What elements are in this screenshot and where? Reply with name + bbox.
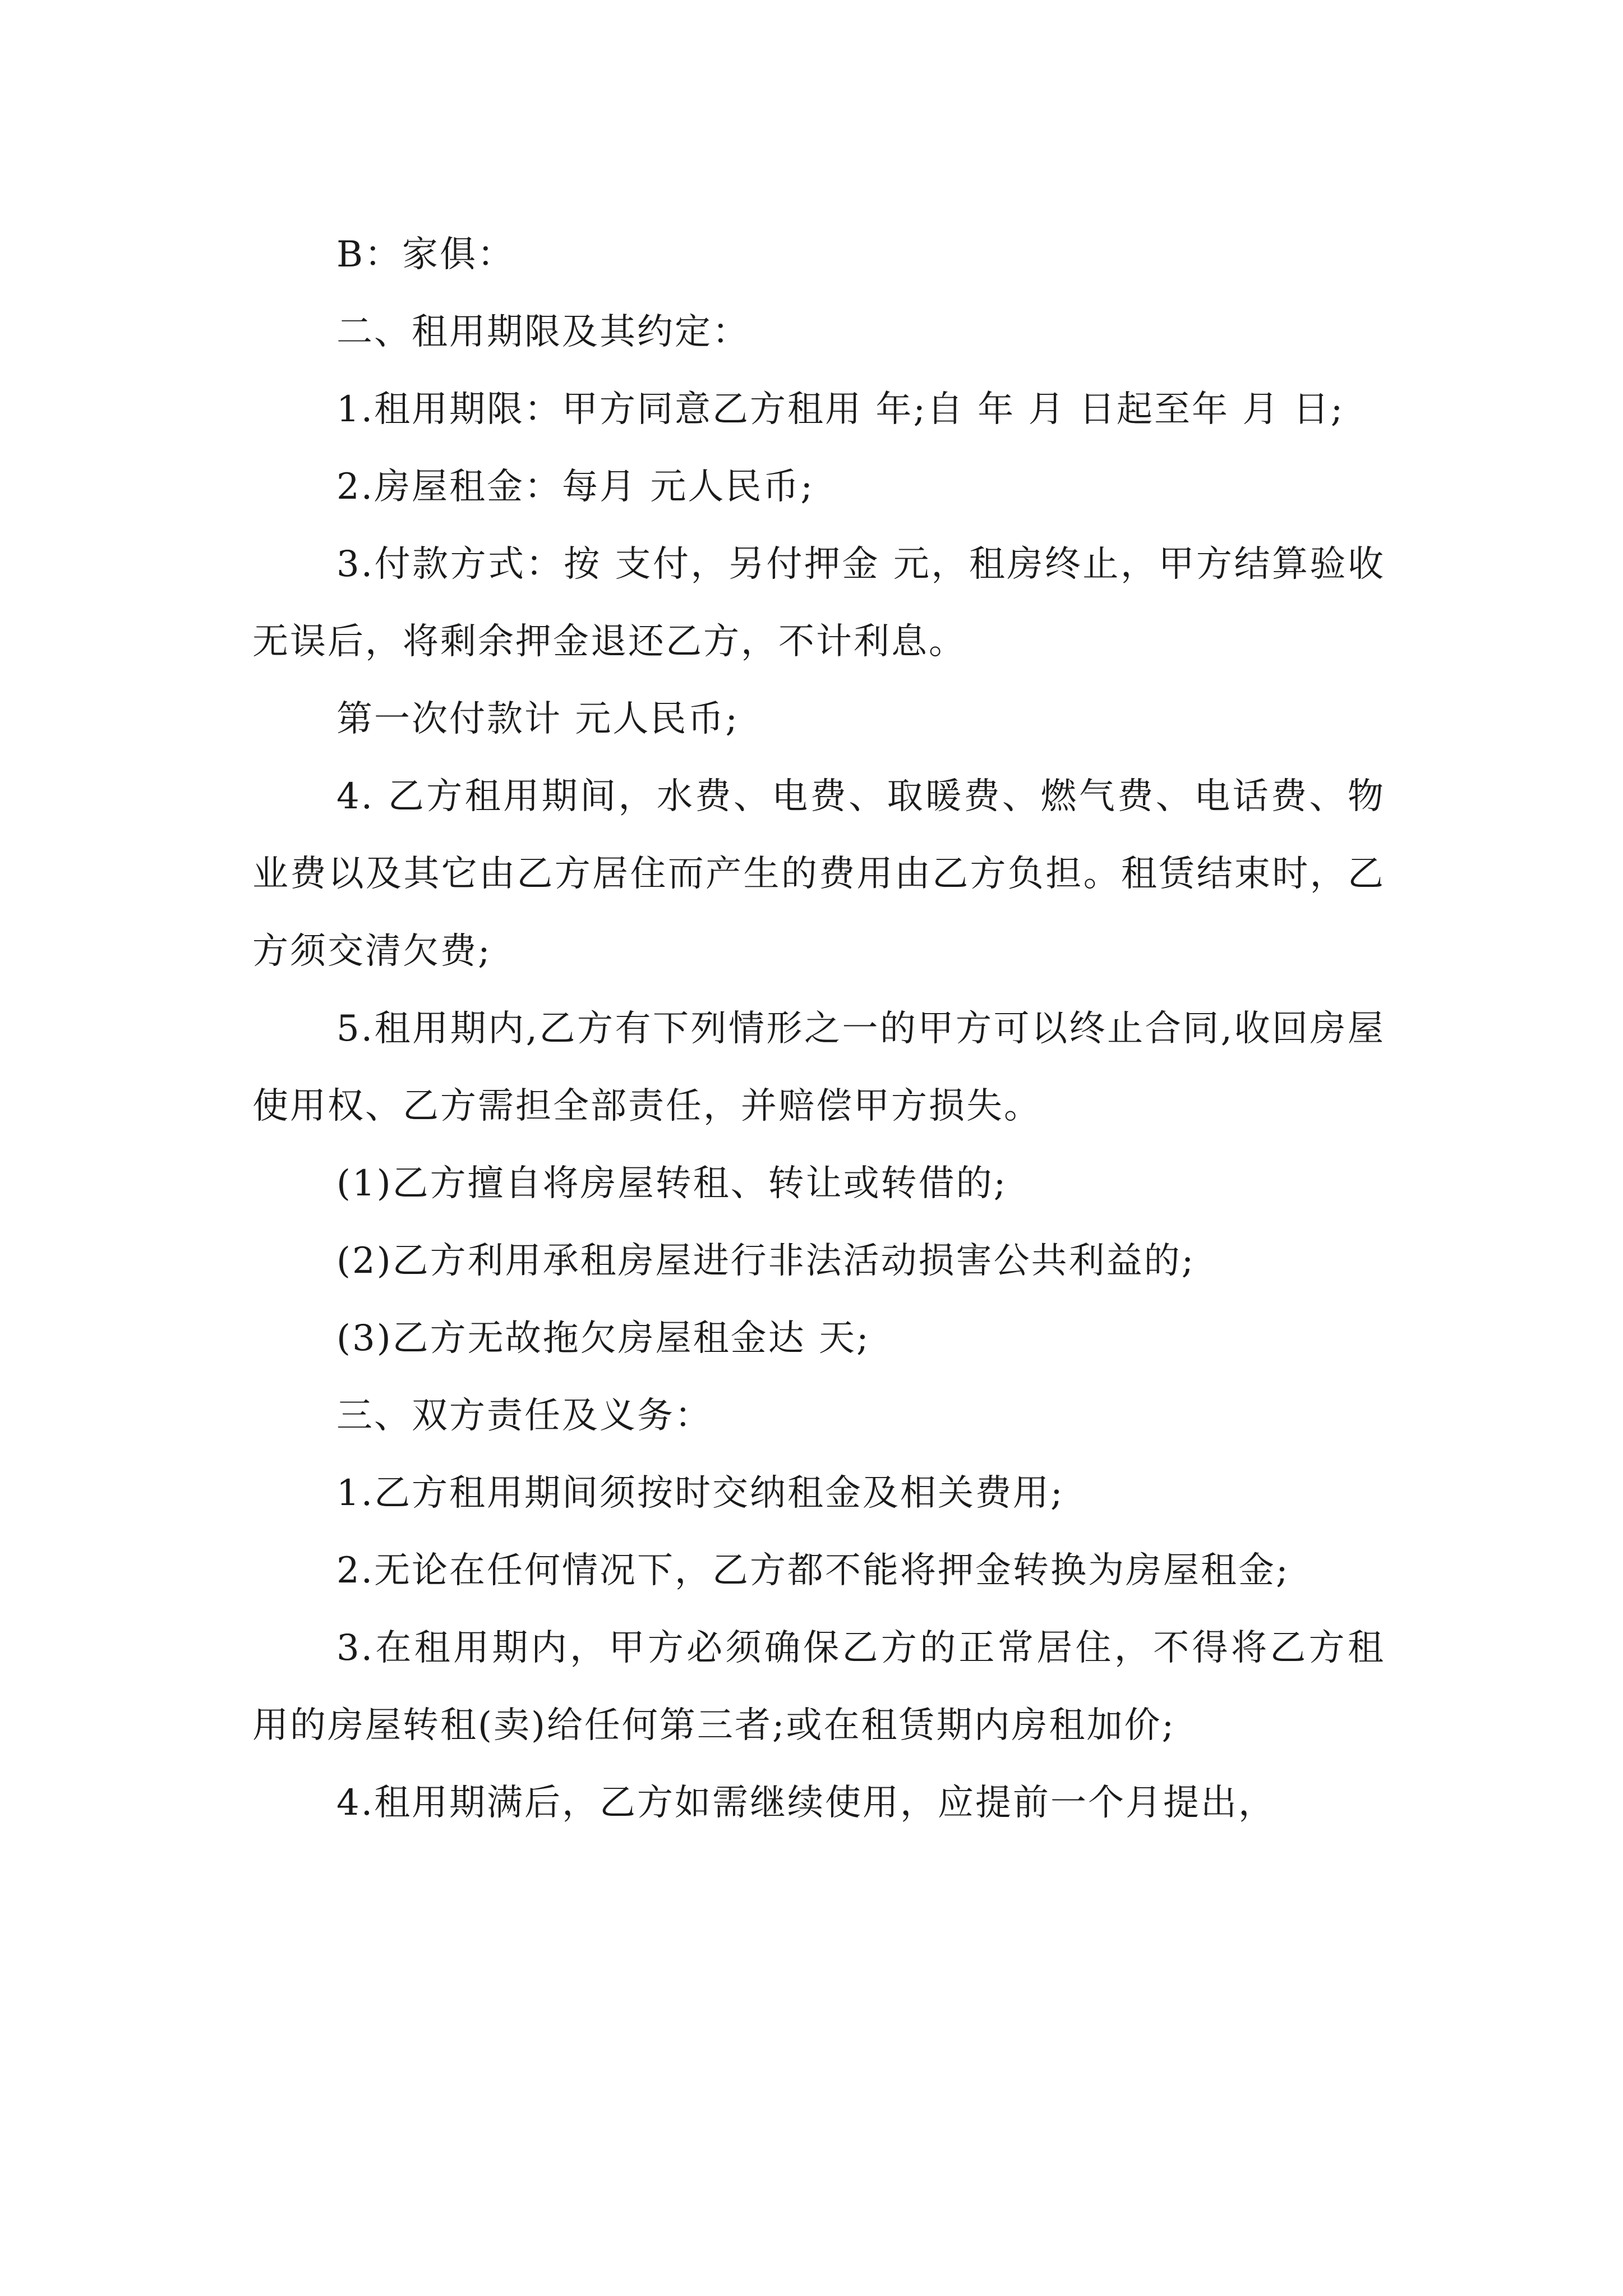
paragraph-lease-period: 1.租用期限：甲方同意乙方租用 年;自 年 月 日起至年 月 日; (336, 389, 1345, 430)
paragraph-payment-method: 3.付款方式：按 支付，另付押金 元，租房终止，甲方结算验收无误后，将剩余押金退还乙方，不计利息。 (252, 544, 1385, 662)
document-body (252, 216, 1385, 1842)
paragraph-deposit: 2.无论在任何情况下，乙方都不能将押金转换为房屋租金; (336, 1550, 1290, 1591)
paragraph-renewal: 4.租用期满后，乙方如需继续使用，应提前一个月提出， (336, 1782, 1276, 1824)
list-item-sublet: (1)乙方擅自将房屋转租、转让或转借的; (336, 1163, 1008, 1204)
list-item-illegal-use: (2)乙方利用承租房屋进行非法活动损害公共利益的; (336, 1240, 1196, 1282)
paragraph-rent: 2.房屋租金：每月 元人民币; (336, 466, 814, 508)
section-heading-responsibilities: 三、双方责任及义务： (336, 1395, 712, 1437)
paragraph-termination: 5.租用期内,乙方有下列情形之一的甲方可以终止合同,收回房屋使用权、乙方需担全部责任，并赔偿甲方损失。 (252, 1008, 1385, 1127)
paragraph-first-payment: 第一次付款计 元人民币; (336, 698, 739, 740)
list-item-arrears: (3)乙方无故拖欠房屋租金达 天; (336, 1318, 870, 1359)
paragraph-landlord-duty: 3.在租用期内，甲方必须确保乙方的正常居住，不得将乙方租用的房屋转租(卖)给任何第三者;或在租赁期内房租加价; (252, 1627, 1385, 1746)
paragraph-pay-on-time: 1.乙方租用期间须按时交纳租金及相关费用; (336, 1473, 1064, 1514)
section-heading-lease-term: 二、租用期限及其约定： (336, 311, 750, 353)
paragraph-utilities: 4. 乙方租用期间，水费、电费、取暖费、燃气费、电话费、物业费以及其它由乙方居住而产生的费用由乙方负担。租赁结束时，乙方须交清欠费; (252, 776, 1385, 972)
paragraph-furniture: B：家俱： (336, 234, 515, 275)
